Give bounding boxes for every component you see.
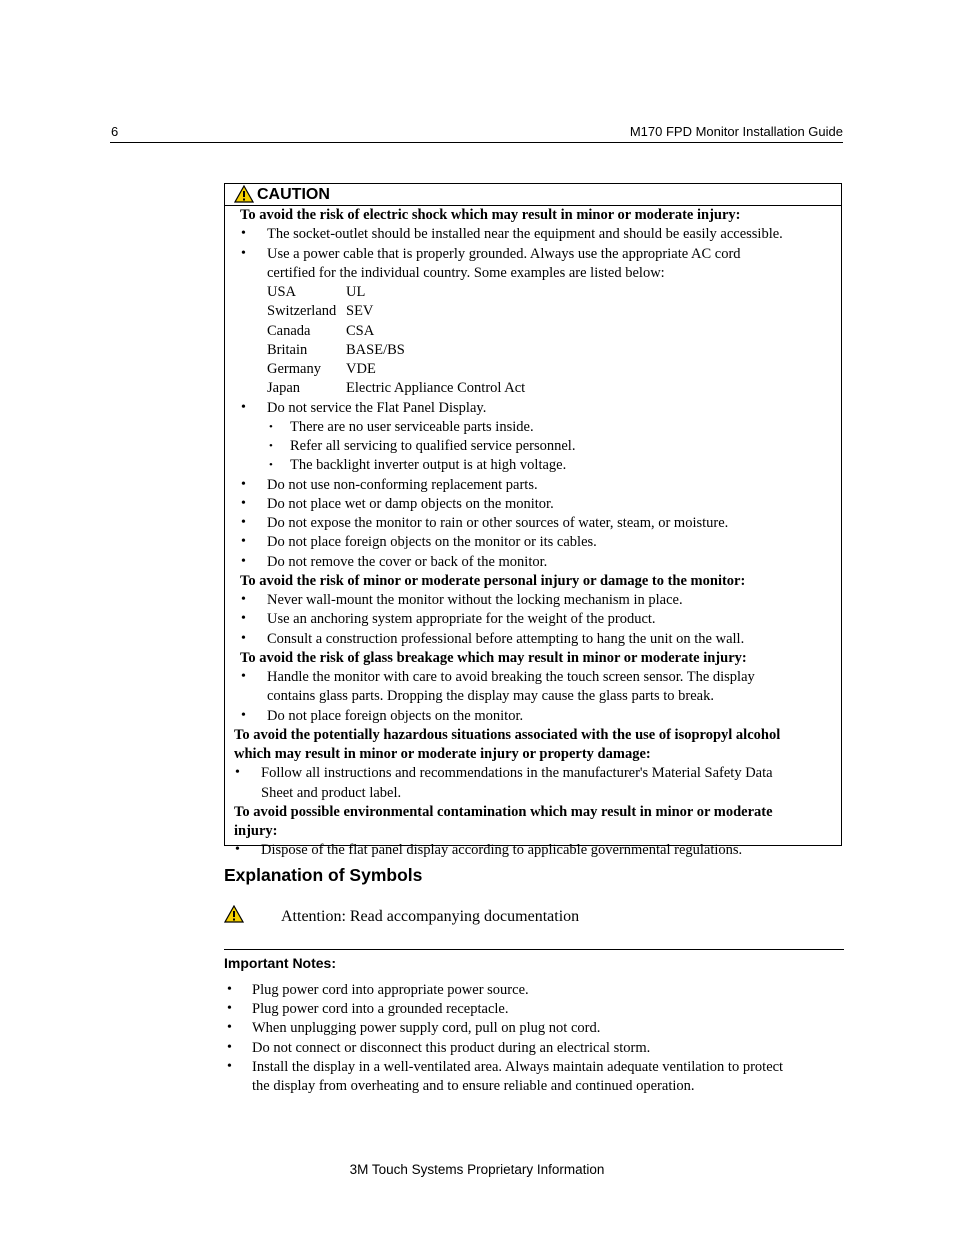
caution-bullet-text: Never wall-mount the monitor without the locking mechanism in place. bbox=[267, 592, 683, 608]
document-title: M170 FPD Monitor Installation Guide bbox=[629, 124, 843, 139]
bullet-marker: • bbox=[235, 765, 240, 781]
caution-bullet-text: Handle the monitor with care to avoid breaking the touch screen sensor. The display bbox=[267, 669, 755, 685]
caution-bullet-text: Do not expose the monitor to rain or other sources of water, steam, or moisture. bbox=[267, 515, 729, 531]
bullet-marker: • bbox=[241, 669, 246, 684]
bullet-marker: • bbox=[235, 842, 240, 858]
caution-section-heading: To avoid the risk of minor or moderate personal injury or damage to the monitor: bbox=[240, 572, 746, 589]
bullet-marker: • bbox=[241, 515, 246, 530]
caution-bullet-text: Do not place foreign objects on the monitor or its cables. bbox=[267, 534, 597, 551]
symbol-description: Attention: Read accompanying documentation bbox=[281, 908, 580, 925]
certification-agency: VDE bbox=[346, 361, 376, 377]
note-continuation: the display from overheating and to ensure reliable and continued operation. bbox=[252, 1078, 695, 1094]
note-text: Do not connect or disconnect this product during an electrical storm. bbox=[252, 1039, 651, 1056]
page-footer: 3M Touch Systems Proprietary Information bbox=[349, 1162, 605, 1177]
sub-bullet-marker: • bbox=[269, 459, 273, 472]
certification-agency: CSA bbox=[346, 322, 375, 339]
caution-sub-bullet-text: There are no user serviceable parts inside. bbox=[290, 418, 534, 435]
caution-bullet-text: Do not remove the cover or back of the monitor. bbox=[267, 553, 548, 570]
caution-bullet-text: Do not use non-conforming replacement parts. bbox=[267, 476, 538, 493]
caution-bullet-continuation: certified for the individual country. Some examples are listed below: bbox=[267, 264, 665, 281]
bullet-marker: • bbox=[241, 553, 246, 569]
caution-sub-bullet-text: The backlight inverter output is at high voltage. bbox=[290, 457, 567, 474]
bullet-marker: • bbox=[227, 1001, 232, 1017]
caution-bullet-continuation: Sheet and product label. bbox=[261, 784, 402, 801]
country-name: Switzerland bbox=[267, 303, 337, 320]
caution-section-heading: To avoid possible environmental contamination which may result in minor or moderate bbox=[234, 803, 773, 820]
caution-bullet-text: Follow all instructions and recommendations in the manufacturer's Material Safety Data bbox=[261, 765, 773, 782]
caution-bullet-text: Use an anchoring system appropriate for the weight of the product. bbox=[267, 611, 656, 628]
bullet-marker: • bbox=[241, 592, 246, 607]
caution-bullet-text: Dispose of the flat panel display according to applicable governmental regulations. bbox=[261, 842, 743, 859]
symbols-heading: Explanation of Symbols bbox=[224, 865, 423, 885]
note-text: Plug power cord into a grounded receptacle. bbox=[252, 1001, 509, 1018]
country-name: Japan bbox=[267, 380, 301, 397]
page-header bbox=[110, 123, 843, 143]
caution-bullet-text: Consult a construction professional before attempting to hang the unit on the wall. bbox=[267, 630, 745, 647]
certification-agency: SEV bbox=[346, 303, 374, 320]
caution-section-heading: injury: bbox=[234, 823, 278, 839]
country-name: Germany bbox=[267, 361, 321, 377]
certification-agency: UL bbox=[346, 284, 366, 300]
bullet-marker: • bbox=[241, 495, 246, 511]
caution-section-heading: To avoid the potentially hazardous situations associated with the use of isopropyl alcohol bbox=[234, 726, 781, 743]
bullet-marker: • bbox=[241, 707, 246, 723]
certification-agency: BASE/BS bbox=[346, 341, 405, 358]
sub-bullet-marker: • bbox=[269, 440, 273, 452]
bullet-marker: • bbox=[227, 982, 232, 997]
bullet-marker: • bbox=[227, 1058, 232, 1074]
caution-bullet-text: Do not service the Flat Panel Display. bbox=[267, 399, 487, 416]
note-text: Install the display in a well-ventilated area. Always maintain adequate ventilation to protect bbox=[252, 1058, 784, 1075]
country-name: USA bbox=[267, 284, 297, 300]
caution-box bbox=[224, 183, 842, 859]
caution-sub-bullet-text: Refer all servicing to qualified service personnel. bbox=[290, 438, 576, 454]
notes-title: Important Notes: bbox=[224, 955, 336, 971]
bullet-marker: • bbox=[227, 1039, 232, 1055]
caution-section-heading: To avoid the risk of glass breakage which may result in minor or moderate injury: bbox=[240, 649, 747, 666]
bullet-marker: • bbox=[241, 476, 246, 492]
caution-bullet-text: Use a power cable that is properly grounded. Always use the appropriate AC cord bbox=[267, 245, 741, 262]
page-number: 6 bbox=[111, 124, 119, 139]
warning-triangle-icon bbox=[224, 905, 244, 923]
caution-section-heading: which may result in minor or moderate injury or property damage: bbox=[234, 746, 651, 762]
caution-bullet-text: Do not place wet or damp objects on the monitor. bbox=[267, 495, 554, 512]
caution-bullet-text: Do not place foreign objects on the monitor. bbox=[267, 707, 524, 724]
bullet-marker: • bbox=[241, 399, 246, 415]
bullet-marker: • bbox=[227, 1020, 232, 1036]
caution-section-heading: To avoid the risk of electric shock which may result in minor or moderate injury: bbox=[240, 207, 741, 223]
bullet-marker: • bbox=[241, 534, 246, 550]
caution-header bbox=[225, 184, 841, 206]
country-name: Britain bbox=[267, 341, 308, 358]
caution-title: CAUTION bbox=[257, 186, 330, 203]
country-name: Canada bbox=[267, 322, 311, 339]
bullet-marker: • bbox=[241, 611, 246, 627]
sub-bullet-marker: • bbox=[269, 420, 273, 433]
note-text: Plug power cord into appropriate power source. bbox=[252, 982, 529, 998]
bullet-marker: • bbox=[241, 630, 246, 646]
note-text: When unplugging power supply cord, pull on plug not cord. bbox=[252, 1020, 601, 1037]
bullet-marker: • bbox=[241, 226, 246, 242]
certification-agency: Electric Appliance Control Act bbox=[346, 380, 526, 397]
section-divider bbox=[224, 949, 844, 950]
bullet-marker: • bbox=[241, 245, 246, 261]
caution-bullet-text: The socket-outlet should be installed near the equipment and should be easily accessible. bbox=[267, 226, 783, 243]
warning-triangle-icon bbox=[234, 185, 254, 203]
caution-bullet-continuation: contains glass parts. Dropping the display may cause the glass parts to break. bbox=[267, 688, 714, 705]
